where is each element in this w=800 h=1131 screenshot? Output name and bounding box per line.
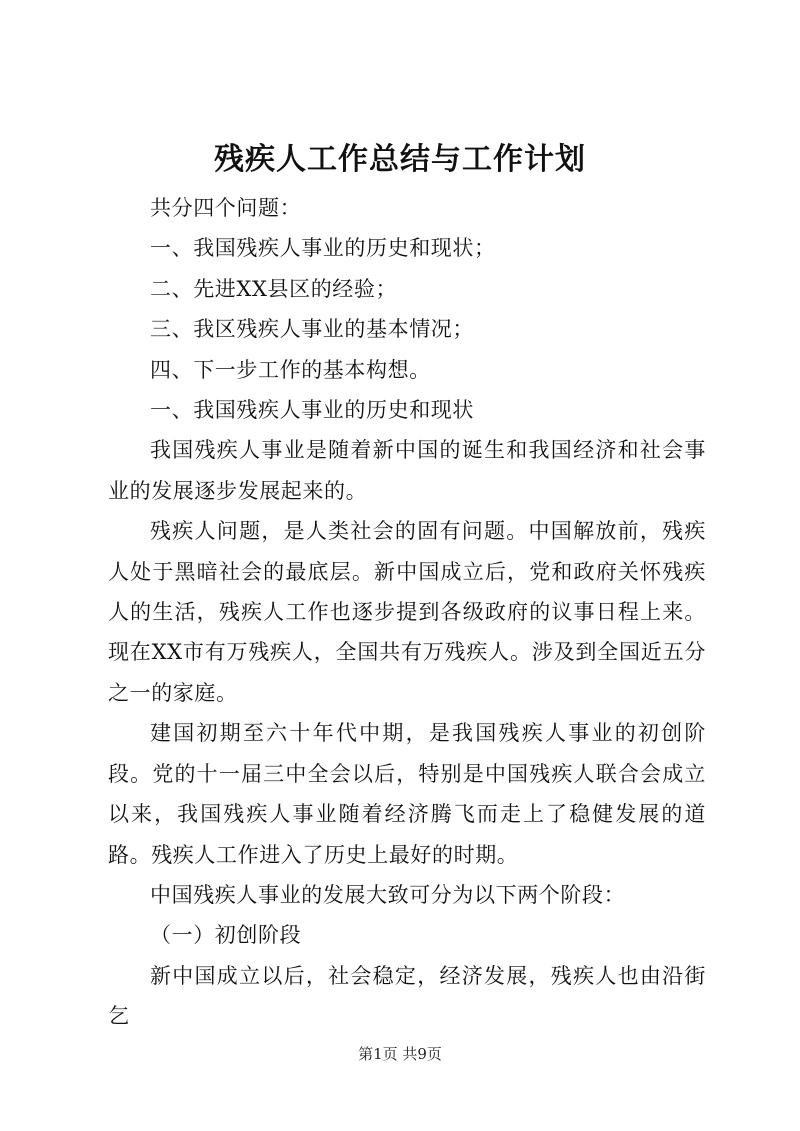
paragraph: 新中国成立以后，社会稳定，经济发展，残疾人也由沿街乞 [108, 963, 706, 1029]
paragraph: 中国残疾人事业的发展大致可分为以下两个阶段： [150, 882, 626, 907]
paragraph: 二、先进XX县区的经验； [150, 276, 398, 301]
paragraph: 三、我区残疾人事业的基本情况； [150, 317, 474, 342]
paragraph: 我国残疾人事业是随着新中国的诞生和我国经济和社会事业的发展逐步发展起来的。 [108, 438, 706, 503]
page-footer: 第1页 共9页 [358, 1045, 442, 1063]
paragraph: 一、我国残疾人事业的历史和现状； [150, 236, 496, 261]
document-title: 残疾人工作总结与工作计划 [214, 142, 586, 177]
paragraph: 共分四个问题： [150, 196, 302, 220]
document-body [108, 188, 706, 1037]
paragraph: 四、下一步工作的基本构想。 [150, 357, 431, 382]
paragraph: 建国初期至六十年代中期，是我国残疾人事业的初创阶段。党的十一届三中全会以后，特别是中国残疾人联合会成立以来，我国残疾人事业随着经济腾飞而走上了稳健发展的道路。残疾人工作进入了历史上最好的时期。 [108, 721, 706, 867]
paragraph: 残疾人问题，是人类社会的固有问题。中国解放前，残疾人处于黑暗社会的最底层。新中国成立后，党和政府关怀残疾人的生活，残疾人工作也逐步提到各级政府的议事日程上来。现在XX市有万残疾人，全国共有万残疾人。涉及到全国近五分之一的家庭。 [108, 519, 706, 705]
subsection-heading: （一）初创阶段 [150, 923, 302, 948]
section-heading: 一、我国残疾人事业的历史和现状 [150, 398, 474, 423]
